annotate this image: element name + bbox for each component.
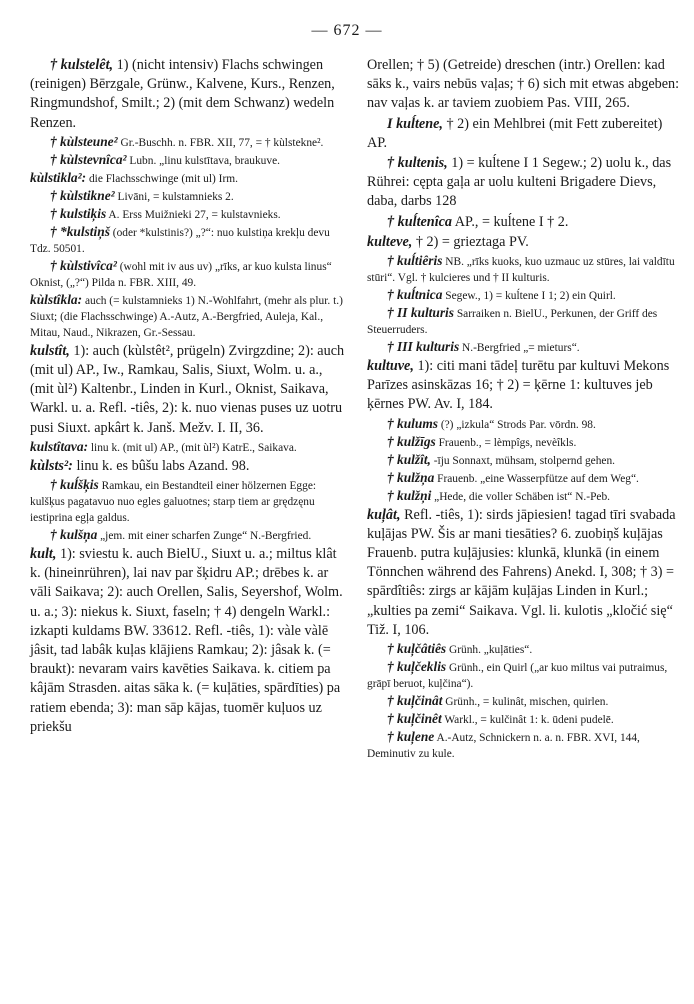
dictionary-entry bbox=[30, 342, 345, 438]
text-columns bbox=[30, 56, 682, 996]
entry-text: A.-Autz, Schnickern n. a. n. FBR. XVI, 144, Deminutiv zu kule. bbox=[367, 732, 640, 761]
entry-headword: † kuĺtnica bbox=[387, 287, 443, 303]
entry-headword: † kulšņa bbox=[50, 527, 98, 543]
entry-text: † 2) = grieztaga PV. bbox=[412, 233, 529, 250]
dictionary-entry bbox=[367, 659, 682, 692]
dictionary-entry bbox=[30, 527, 345, 544]
entry-headword: † *kulstiņš bbox=[50, 223, 110, 239]
entry-text: 1) (nicht intensiv) Flachs schwingen (reinigen) Bērzgale, Grünw., Kalvene, Kurs., Renzen, Ringmundshof, Smilt.; 2) (mit dem Schwanz) wedeln Renzen. bbox=[30, 57, 335, 131]
entry-headword: † kùlstikne² bbox=[50, 187, 115, 203]
dictionary-entry bbox=[367, 287, 682, 304]
dictionary-entry bbox=[30, 292, 345, 341]
entry-text: A. Erss Muižnieki 27, = kulstavnieks. bbox=[106, 208, 281, 221]
entry-headword: † kùlstivîca² bbox=[50, 257, 117, 273]
entry-text: Frauenb., = lèmpîgs, nevèîkls. bbox=[435, 436, 577, 449]
entry-text: Sarraiken n. BielU., Perkunen, der Griff des Steuerruders. bbox=[367, 308, 658, 337]
entry-text: Frauenb. „eine Wasserpfütze auf dem Weg“. bbox=[434, 472, 639, 485]
entry-headword: † kulstelêt, bbox=[50, 57, 114, 73]
entry-text: die Flachsschwinge (mit ul) Irm. bbox=[86, 172, 238, 185]
right-column bbox=[367, 56, 682, 996]
dictionary-entry bbox=[367, 506, 682, 640]
entry-text: Grünh., ein Quirl („ar kuo miltus vai putraimus, grāpī beruot, kuļčina“). bbox=[367, 662, 668, 691]
entry-headword: † kulžņi bbox=[387, 487, 432, 503]
entry-text: Gr.-Buschh. n. FBR. XII, 77, = † kùlstekne². bbox=[117, 136, 324, 149]
dictionary-entry bbox=[30, 224, 345, 257]
entry-headword: † kuļčinêt bbox=[387, 711, 442, 727]
entry-headword: † kulžņa bbox=[387, 469, 435, 485]
entry-text: 1) = kuĺtene I 1 Segew.; 2) uolu k., das Rührei: cępta gaļa ar uolu kulteni Brigadere Dievs, daba, darbs 128 bbox=[367, 155, 672, 210]
dictionary-entry bbox=[30, 457, 345, 476]
entry-headword: † II kulturis bbox=[387, 305, 454, 321]
dictionary-entry bbox=[30, 152, 345, 169]
entry-headword: † kulstiķis bbox=[50, 205, 107, 221]
entry-headword: kùlstîkla: bbox=[30, 291, 83, 307]
dictionary-entry bbox=[30, 258, 345, 291]
entry-headword: † kulums bbox=[387, 415, 438, 431]
dictionary-entry bbox=[367, 357, 682, 415]
dictionary-entry bbox=[367, 213, 682, 232]
entry-text: Grünh., = kulinât, mischen, quirlen. bbox=[442, 696, 609, 709]
dictionary-entry bbox=[30, 56, 345, 133]
dictionary-entry bbox=[367, 305, 682, 338]
entry-headword: kulteve, bbox=[367, 233, 413, 250]
entry-headword: † kuĺtenîca bbox=[387, 213, 453, 230]
dictionary-entry bbox=[30, 206, 345, 223]
entry-headword: † kulžît, bbox=[387, 451, 431, 467]
dictionary-entry bbox=[367, 693, 682, 710]
entry-text: Livāni, = kulstamnieks 2. bbox=[114, 190, 234, 203]
left-column bbox=[30, 56, 345, 996]
entry-text: (?) „izkula“ Strods Par. vōrdn. 98. bbox=[437, 418, 596, 431]
entry-text: „Hede, die voller Schäben ist“ N.-Peb. bbox=[431, 490, 611, 503]
entry-text: 1): auch (kùlstêt², prügeln) Zvirgzdine; 2): auch (mit ul) AP., Iw., Ramkau, Salis, Siuxt, Wolm. u. a., (mit ùl²) Kaltenbr., Linden in Kurl., Oknist, Saikava, Warkl. u. a. Refl. -tiês, 2): k. nuo vienas puses uz uotru pusi Siuxt. apkârt k. Janš. Mežv. I. II, 36. bbox=[30, 342, 345, 436]
entry-text: Segew., 1) = kuĺtene I 1; 2) ein Quirl. bbox=[442, 290, 616, 303]
entry-text: N.-Bergfried „= mieturs“. bbox=[459, 342, 580, 355]
entry-text: (oder *kulstinis?) „?“: nuo kulstiņa krekļu devu Tdz. 50501. bbox=[30, 226, 330, 255]
entry-headword: † III kulturis bbox=[387, 339, 460, 355]
entry-text: -īju Sonnaxt, mühsam, stolpernd gehen. bbox=[430, 454, 616, 467]
dictionary-entry bbox=[367, 115, 682, 153]
entry-text: AP., = kuĺtene I † 2. bbox=[452, 213, 569, 230]
dictionary-entry bbox=[367, 488, 682, 505]
dictionary-entry bbox=[367, 339, 682, 356]
dictionary-entry bbox=[367, 233, 682, 252]
entry-text: Warkl., = kulčinât 1: k. ūdeni pudelē. bbox=[441, 714, 614, 727]
dictionary-entry bbox=[30, 170, 345, 187]
dictionary-entry bbox=[367, 434, 682, 451]
entry-headword: kult, bbox=[30, 546, 57, 563]
dictionary-entry bbox=[367, 729, 682, 762]
dictionary-entry bbox=[367, 253, 682, 286]
entry-headword: † kuļčinât bbox=[387, 693, 443, 709]
entry-headword: kuļât, bbox=[367, 506, 401, 523]
dictionary-entry bbox=[367, 641, 682, 658]
entry-headword: kùlsts²: bbox=[30, 457, 73, 474]
entry-headword: † kulžīgs bbox=[387, 433, 436, 449]
dictionary-entry bbox=[367, 56, 682, 114]
entry-headword: † kuļene bbox=[387, 729, 435, 745]
entry-text: † 2) ein Mehlbrei (mit Fett zubereitet) AP. bbox=[367, 115, 663, 151]
entry-headword: kùlstikla²: bbox=[30, 169, 87, 185]
entry-text: (wohl mit iv aus uv) „rīks, ar kuo kulsta linus“ Oknist, („?“) Pilda n. FBR. XIII, 49. bbox=[30, 260, 332, 289]
dictionary-entry bbox=[30, 188, 345, 205]
entry-text: Lubn. „linu kulstītava, braukuve. bbox=[126, 154, 280, 167]
entry-text: Grünh. „kuļāties“. bbox=[446, 644, 533, 657]
entry-text: 1): citi mani tādeļ turētu par kultuvi Mekons Parīzes asinskāzas 16; † 2) = ķērne 1: kultuves jeb ķērnes PW. Av. I, 184. bbox=[367, 358, 670, 413]
dictionary-entry bbox=[30, 545, 345, 737]
dictionary-entry bbox=[30, 439, 345, 456]
page-number: — 672 — bbox=[311, 22, 383, 39]
entry-headword: † kultenis, bbox=[387, 155, 448, 172]
entry-text: NB. „rīks kuoks, kuo uzmauc uz stūres, lai valdītu stūri“. Vgl. † kulcieres und † II kulturis. bbox=[367, 256, 675, 285]
entry-text: „jem. mit einer scharfen Zunge“ N.-Bergfried. bbox=[97, 530, 312, 543]
entry-headword: kultuve, bbox=[367, 358, 414, 375]
entry-headword: kulstîtava: bbox=[30, 438, 89, 454]
entry-headword: † kùlstevnîca² bbox=[50, 151, 127, 167]
entry-headword: I kuĺtene, bbox=[387, 115, 443, 132]
entry-headword: † kuĺšķis bbox=[50, 477, 99, 493]
dictionary-entry bbox=[30, 134, 345, 151]
entry-text: auch (= kulstamnieks 1) N.-Wohlfahrt, (mehr als plur. t.) Siuxt; (die Flachsschwinge) A.-Autz, A.-Bergfried, Auleja, Kal., Mitau, Naud., Nikrazen, Gr.-Sessau. bbox=[30, 294, 343, 339]
entry-headword: kulstît, bbox=[30, 342, 70, 359]
entry-headword: † kùlsteune² bbox=[50, 133, 118, 149]
dictionary-entry bbox=[367, 416, 682, 433]
entry-text: Ramkau, ein Bestandteil einer hölzernen Egge: kulšķus pagatavuo nuo egles galuotnes; starp tiem ar grędzęnu iestiprina egļa galdus. bbox=[30, 480, 317, 525]
dictionary-entry bbox=[367, 711, 682, 728]
entry-text: linu k. (mit ul) AP., (mit ùl²) KatrE., Saikava. bbox=[88, 441, 297, 454]
entry-text: Orellen; † 5) (Getreide) dreschen (intr.) Orellen: kad sāks k., vairs nebūs vaļas; † 6) sich mit etwas abgeben: nav vaļas k. ar taviem zuobiem Pas. VIII, 265. bbox=[367, 57, 680, 112]
entry-headword: † kuļčeklis bbox=[387, 659, 447, 675]
entry-headword: † kuĺtiêris bbox=[387, 253, 443, 269]
entry-text: linu k. es bûšu labs Azand. 98. bbox=[72, 457, 250, 474]
dictionary-entry bbox=[30, 477, 345, 526]
entry-text: Refl. -tiês, 1): sirds jāpiesien! tagad tīri svabada kuļājas PW. Šis ar mani tiesāties? 6. zuobiņš kuļājas Frauenb. putra kuļājusies: klunkā, klunkā (in einem Tönnchen während des Fahrens) Anekd. I, 308; † 3) = spārdîtiês: zirgs ar kājām kuļājas Linden in Kurl.; „kulties pa zemi“ Saikava. Vgl. li. kulotis „kločić się“ Tiž. I, 106. bbox=[367, 506, 676, 638]
entry-headword: † kuļčâtiês bbox=[387, 641, 447, 657]
dictionary-entry bbox=[367, 470, 682, 487]
entry-text: 1): sviestu k. auch BielU., Siuxt u. a.; miltus klât k. (hineinrühren), lai nav par šķidru AP.; drēbes k. ar vāli Saikava; 2): auch Orellen, Salis, Seyershof, Wolm. u. a.; 3): niekus k. Siuxt, faseln; † 4) dengeln Warkl.: izkapti kuldams BW. 33612. Refl. -tiês, 1): vàle vàlē jâsit, tad labâk kuļas klājiens Ramkau; 2): jâsak k. (= braukt): nevaram vairs kavēties Saikava. k. citiem pa kâjām Strasden. aitas sāka k. (= kuļāties, spārdīties) pa ratiem ebenda; 3): man sāp kājas, tuomēr kuļuos uz priekšu bbox=[30, 546, 343, 735]
dictionary-entry bbox=[367, 154, 682, 212]
dictionary-entry bbox=[367, 452, 682, 469]
